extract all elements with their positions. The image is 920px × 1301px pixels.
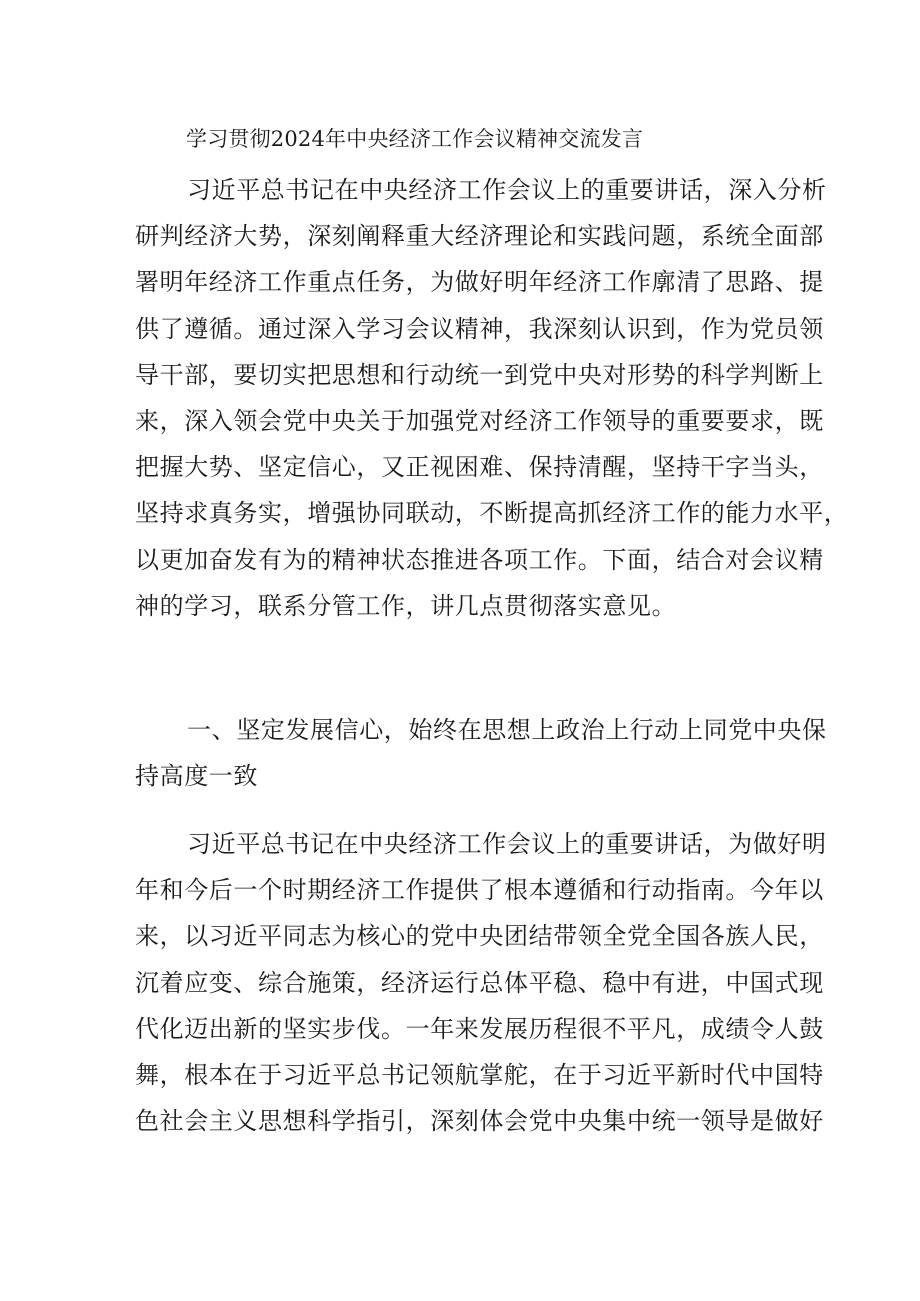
paragraph-section-1-body (135, 821, 827, 1144)
paragraph-line: 研判经济大势，深刻阐释重大经济理论和实践问题，系统全面部 (135, 222, 824, 251)
paragraph-line: 沉着应变、综合施策，经济运行总体平稳、稳中有进，中国式现 (135, 968, 824, 997)
paragraph-intro (135, 167, 849, 629)
paragraph-line: 来，以习近平同志为核心的党中央团结带领全党全国各族人民， (135, 922, 824, 951)
paragraph-line: 来，深入领会党中央关于加强党对经济工作领导的重要要求，既 (135, 407, 824, 436)
paragraph-line: 色社会主义思想科学指引，深刻体会党中央集中统一领导是做好 (135, 1107, 824, 1136)
paragraph-line: 署明年经济工作重点任务，为做好明年经济工作廓清了思路、提 (135, 268, 824, 297)
paragraph-line: 供了遵循。通过深入学习会议精神，我深刻认识到，作为党员领 (135, 314, 824, 343)
paragraph-line: 神的学习，联系分管工作，讲几点贯彻落实意见。 (135, 591, 677, 620)
paragraph-line: 导干部，要切实把思想和行动统一到党中央对形势的科学判断上 (135, 360, 824, 389)
paragraph-line: 把握大势、坚定信心，又正视困难、保持清醒，坚持干字当头， (135, 453, 824, 482)
paragraph-line: 习近平总书记在中央经济工作会议上的重要讲话，为做好明 (187, 830, 827, 858)
paragraph-line: 坚持求真务实，增强协同联动，不断提高抓经济工作的能力水平， (135, 499, 849, 528)
paragraph-line: 年和今后一个时期经济工作提供了根本遵循和行动指南。今年以 (135, 876, 824, 905)
paragraph-line: 代化迈出新的坚实步伐。一年来发展历程很不平凡，成绩令人鼓 (135, 1014, 824, 1043)
paragraph-line: 习近平总书记在中央经济工作会议上的重要讲话，深入分析 (187, 176, 827, 204)
document-title: 学习贯彻2024年中央经济工作会议精神交流发言 (186, 127, 644, 151)
heading-line: 一、坚定发展信心，始终在思想上政治上行动上同党中央保 (187, 716, 827, 744)
section-heading-1 (135, 707, 827, 799)
paragraph-line: 舞，根本在于习近平总书记领航掌舵，在于习近平新时代中国特 (135, 1061, 824, 1090)
heading-line: 持高度一致 (135, 762, 258, 791)
paragraph-line: 以更加奋发有为的精神状态推进各项工作。下面，结合对会议精 (135, 545, 824, 574)
